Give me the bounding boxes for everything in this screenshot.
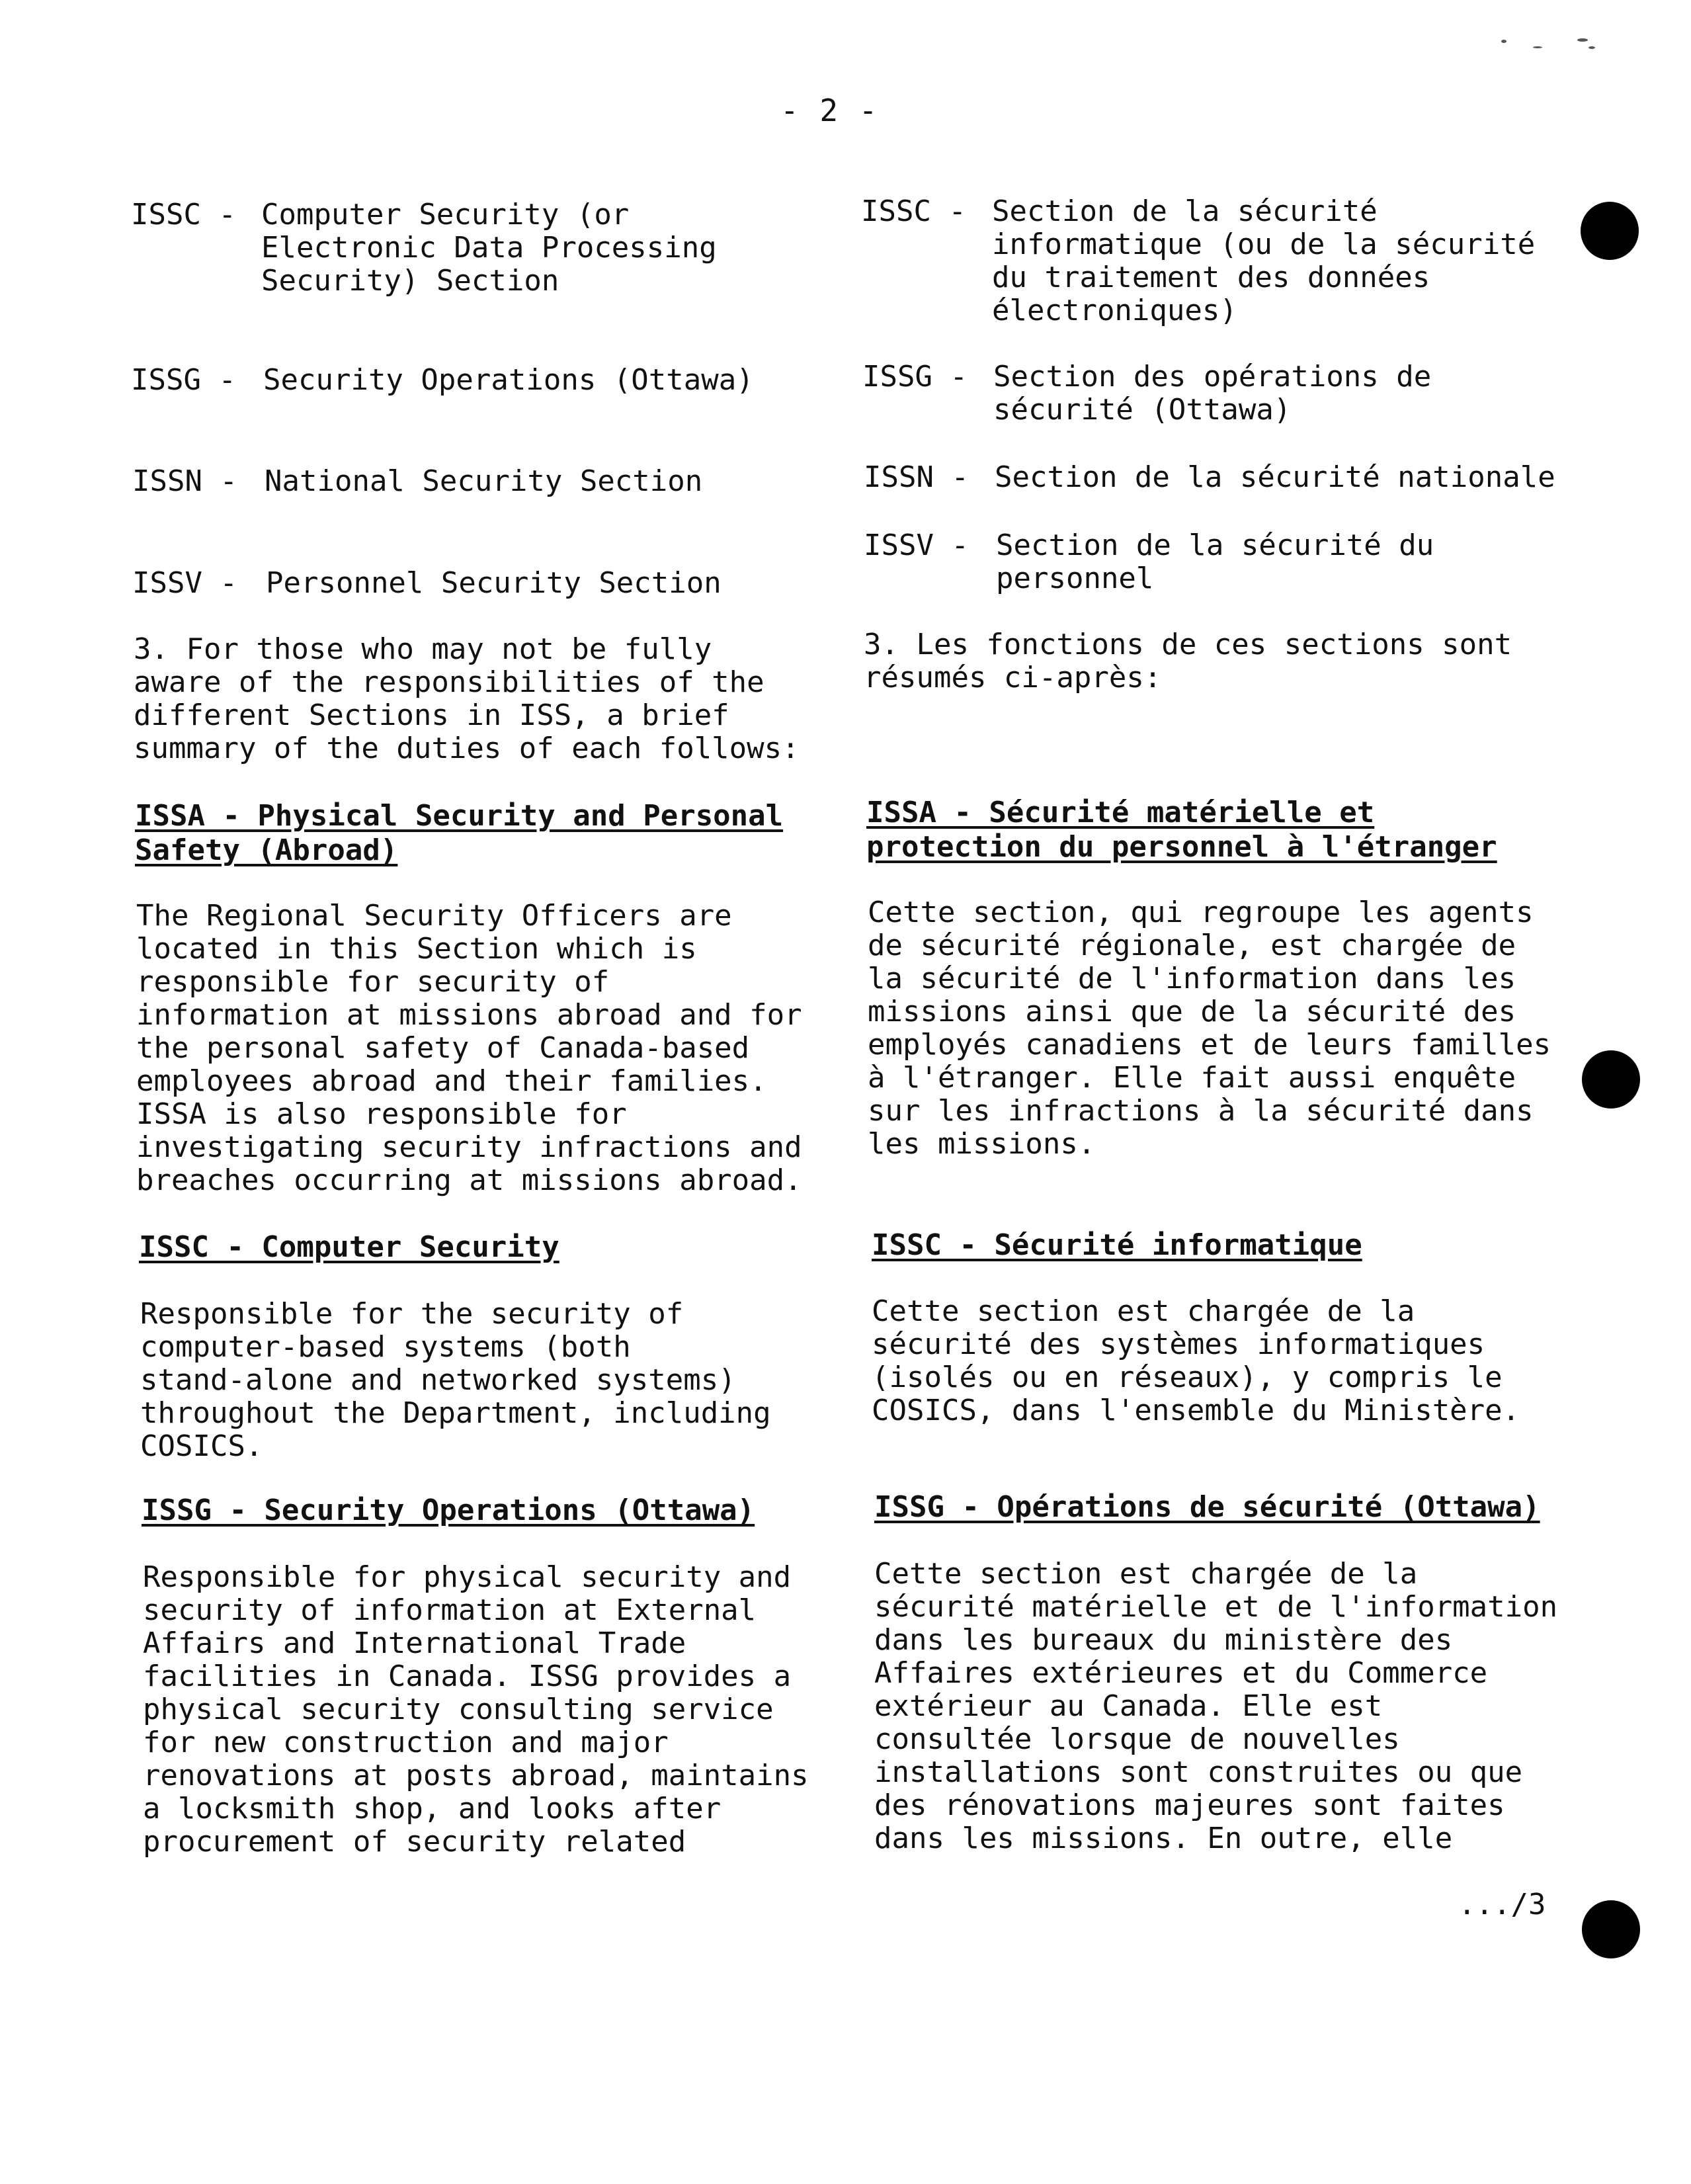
- left-body-issa: The Regional Security Officers are located in this Section which is responsible for security of information at missions abroad and for the personal safety of Canada-based employees abroad and their families. ISSA is also responsible for investigating security infractions and breaches occurring at missions abroad.: [136, 899, 802, 1197]
- right-body-issc: Cette section est chargée de la sécurité des systèmes informatiques (isolés ou en réseaux), y compris le COSICS, dans l'ensemble du Ministère.: [872, 1294, 1520, 1427]
- left-heading-issa: ISSA - Physical Security and Personal Safety (Abroad): [135, 799, 784, 867]
- right-unit-desc-issv: Section de la sécurité du personnel: [996, 528, 1434, 595]
- left-body-issc: Responsible for the security of computer-based systems (both stand-alone and networked systems) throughout the Department, including COSICS.: [140, 1297, 771, 1463]
- right-unit-desc-issn: Section de la sécurité nationale: [995, 460, 1555, 494]
- scan-speck: [1533, 46, 1542, 48]
- right-unit-code-issv: ISSV -: [864, 528, 969, 562]
- punch-hole-bottom: [1582, 1900, 1640, 1958]
- left-heading-issg: ISSG - Security Operations (Ottawa): [142, 1493, 755, 1527]
- left-unit-code-issc: ISSC -: [131, 198, 236, 231]
- scan-speck: [1588, 46, 1595, 49]
- left-unit-desc-issc: Computer Security (or Electronic Data Processing Security) Section: [261, 198, 717, 298]
- right-body-issa: Cette section, qui regroupe les agents de sécurité régionale, est chargée de la sécurité de l'information dans les missions ainsi que de la sécurité des employés canadiens et de leurs familles à l'étranger. Elle fait aussi enquête sur les infractions à la sécurité dans les missions.: [868, 896, 1551, 1161]
- scan-speck: [1577, 38, 1588, 42]
- right-unit-code-issg: ISSG -: [862, 360, 968, 394]
- right-heading-issg: ISSG - Opérations de sécurité (Ottawa): [874, 1490, 1540, 1524]
- right-unit-code-issn: ISSN -: [864, 460, 969, 494]
- punch-hole-top: [1581, 202, 1639, 260]
- right-heading-issc: ISSC - Sécurité informatique: [872, 1228, 1362, 1262]
- right-unit-code-issc: ISSC -: [861, 194, 966, 228]
- right-unit-desc-issg: Section des opérations de sécurité (Ottawa): [993, 360, 1432, 427]
- left-unit-code-issn: ISSN -: [132, 464, 237, 498]
- left-intro-paragraph: 3. For those who may not be fully aware of the responsibilities of the different Sections in ISS, a brief summary of the duties of each follows:: [134, 632, 800, 765]
- left-unit-desc-issv: Personnel Security Section: [266, 566, 722, 600]
- punch-hole-middle: [1582, 1050, 1640, 1109]
- left-heading-issc: ISSC - Computer Security: [139, 1230, 559, 1264]
- left-unit-desc-issg: Security Operations (Ottawa): [263, 363, 754, 397]
- scan-speck: [1501, 40, 1506, 43]
- left-unit-code-issg: ISSG -: [131, 363, 236, 397]
- right-heading-issa: ISSA - Sécurité matérielle et protection du personnel à l'étranger: [866, 796, 1497, 864]
- left-unit-desc-issn: National Security Section: [265, 464, 703, 498]
- right-body-issg: Cette section est chargée de la sécurité matérielle et de l'information dans les bureaux du ministère des Affaires extérieures et du Commerce extérieur au Canada. Elle est consultée lorsque de nouvelles installations sont construites ou que des rénovations majeures sont faites dans les missions. En outre, elle: [874, 1557, 1558, 1855]
- right-intro-paragraph: 3. Les fonctions de ces sections sont résumés ci-après:: [864, 628, 1512, 694]
- left-unit-code-issv: ISSV -: [132, 566, 237, 600]
- left-body-issg: Responsible for physical security and security of information at External Affairs and International Trade facilities in Canada. ISSG provides a physical security consulting service for new construction and major renovations at posts abroad, maintains a locksmith shop, and looks after procurement of security related: [143, 1560, 809, 1859]
- page-number: - 2 -: [780, 93, 879, 128]
- right-unit-desc-issc: Section de la sécurité informatique (ou de la sécurité du traitement des données électroniques): [992, 194, 1536, 327]
- continuation-marker: .../3: [1458, 1888, 1546, 1921]
